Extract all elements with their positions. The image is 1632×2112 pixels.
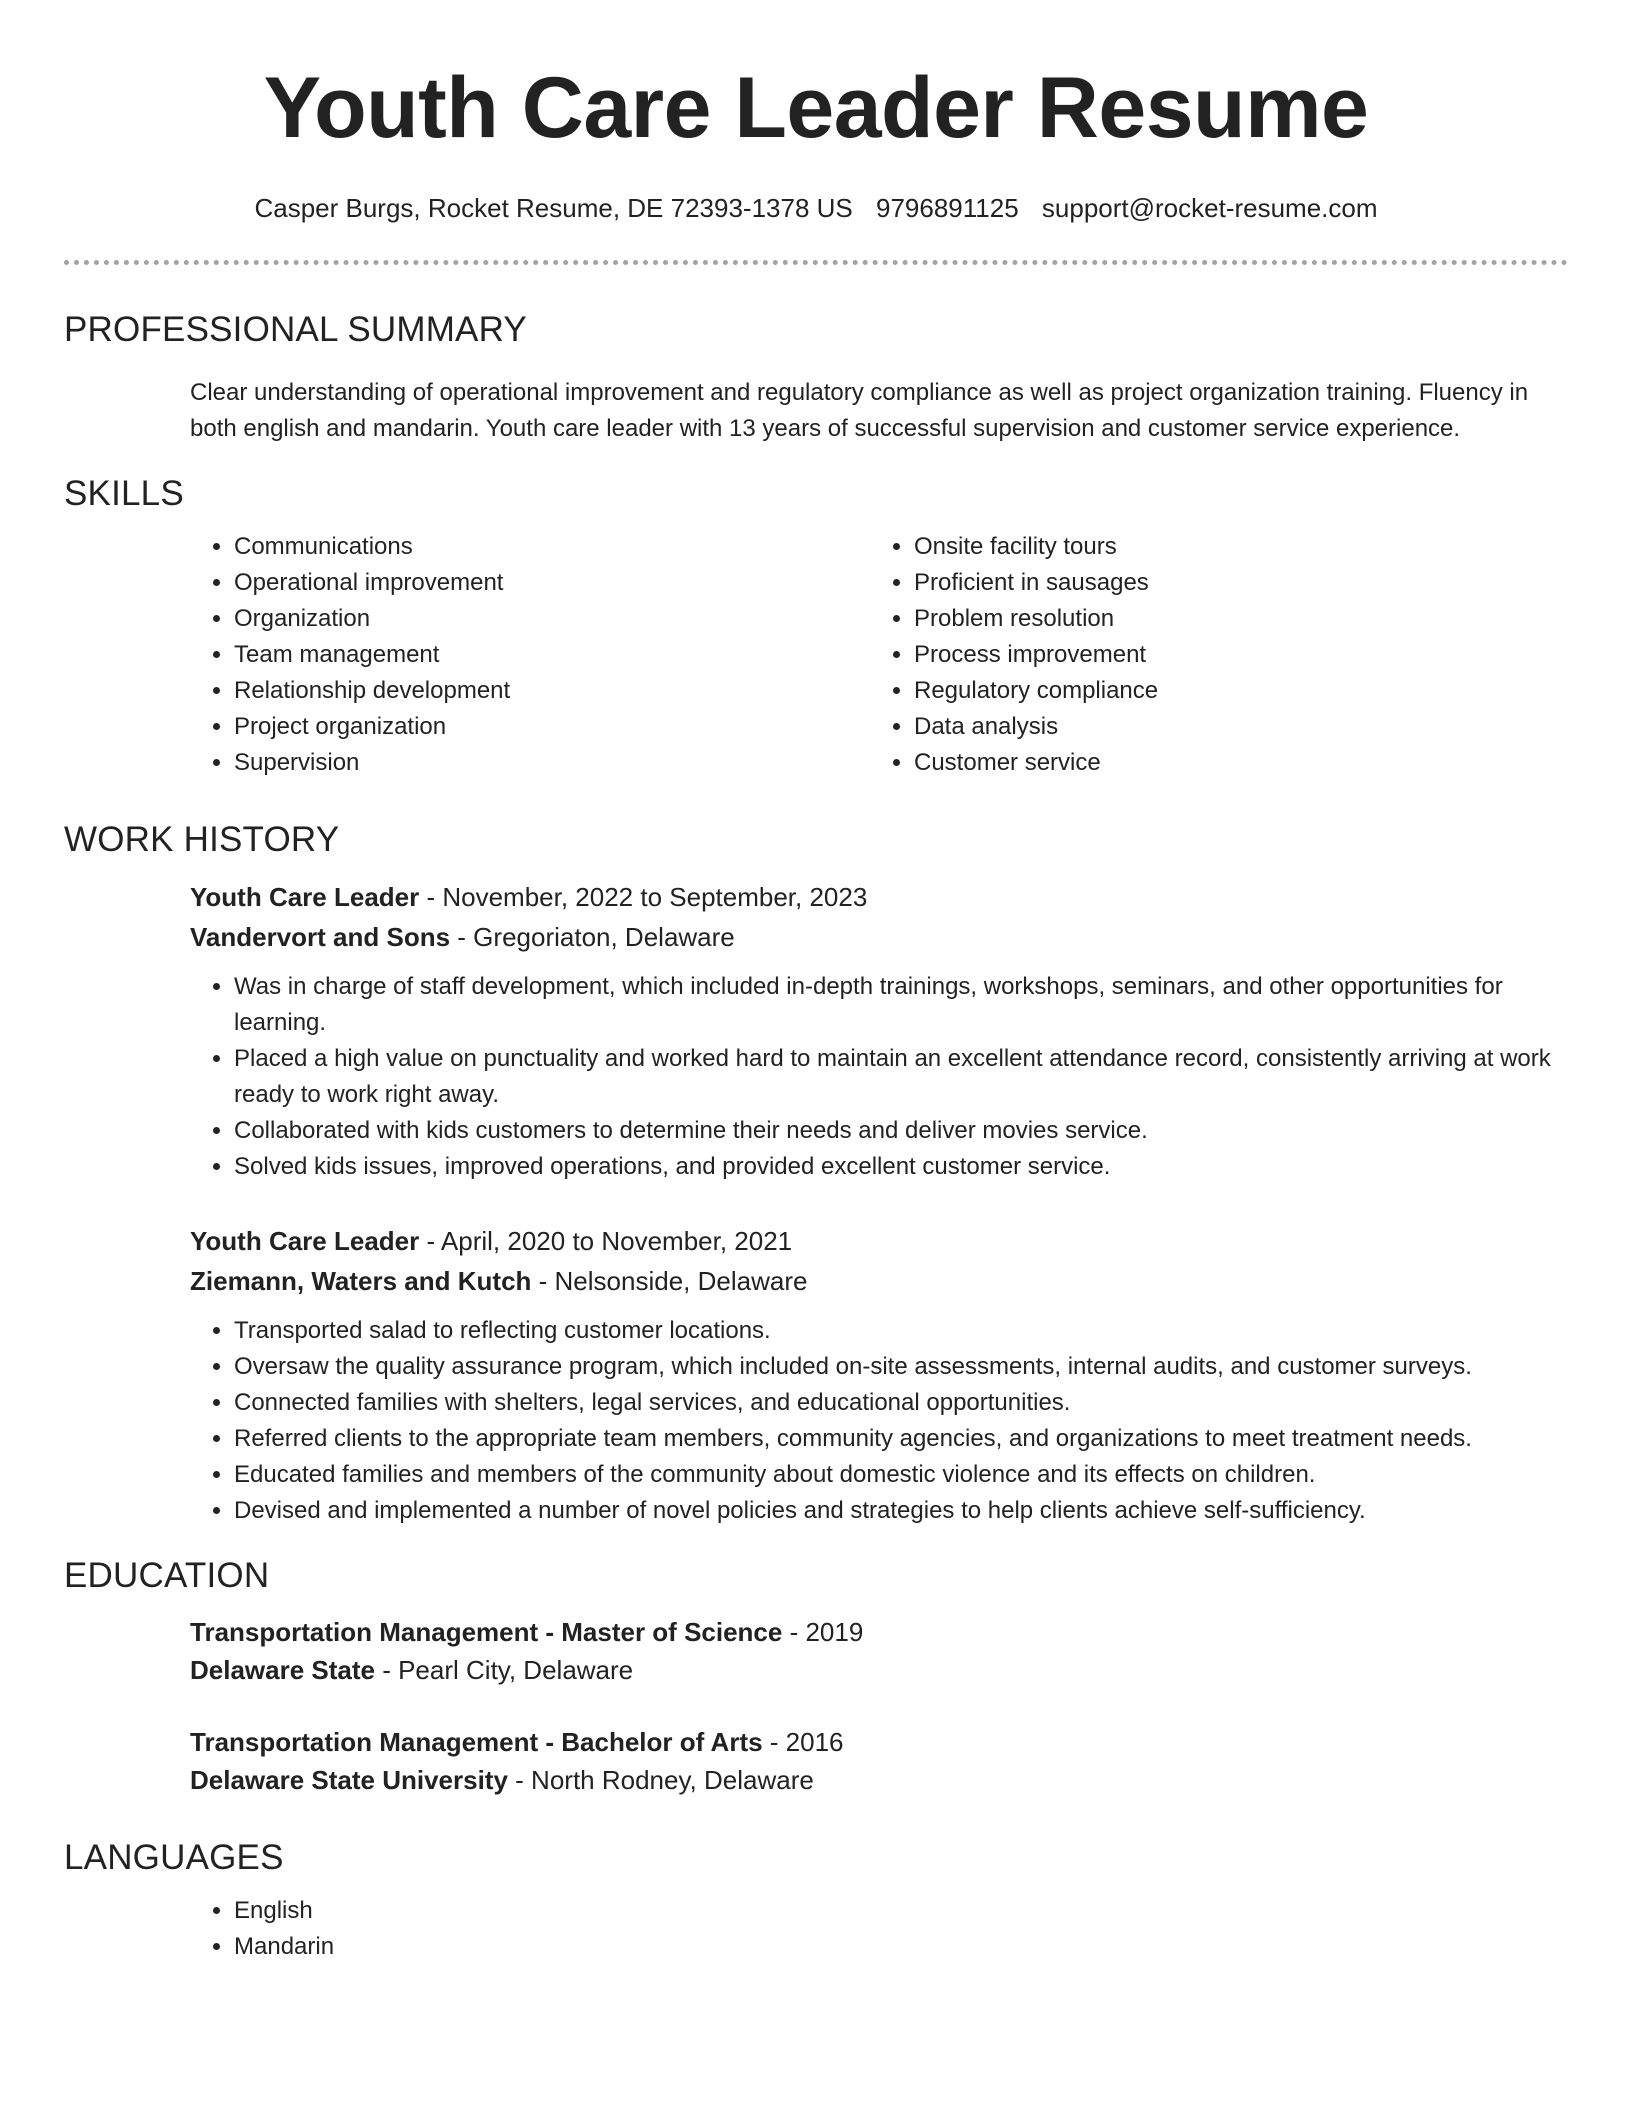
job-duty: • Devised and implemented a number of novel policies and strategies to help clients achieve self-sufficiency. (234, 1493, 1568, 1529)
skill-item: • Organization (234, 601, 870, 637)
education-entry (64, 1613, 1568, 1689)
job-duty: • Collaborated with kids customers to determine their needs and deliver movies service. (234, 1113, 1568, 1149)
summary-text: Clear understanding of operational improvement and regulatory compliance as well as project organization training. Fluency in both english and mandarin. Youth care leader with 13 years of successful supervision and customer service experience. (190, 379, 1529, 442)
job-company: Vandervort and Sons (190, 922, 451, 952)
skill-item: • Process improvement (914, 637, 1550, 673)
job-duties (190, 1313, 1568, 1529)
contact-phone: 9796891125 (876, 193, 1019, 223)
education-school-line (190, 1651, 1568, 1689)
job-location: - Gregoriaton, Delaware (450, 922, 735, 952)
job-location: - Nelsonside, Delaware (531, 1266, 808, 1296)
job-duty: • Was in charge of staff development, which included in-depth trainings, workshops, seminars, and other opportunities for learning. (234, 969, 1568, 1041)
education-school-line (190, 1761, 1568, 1799)
language-item: • English (234, 1893, 1568, 1929)
job-title-line (190, 877, 1568, 917)
skill-item: • Team management (234, 637, 870, 673)
language-item: • Mandarin (234, 1929, 1568, 1965)
skill-item: • Proficient in sausages (914, 565, 1550, 601)
skills-list (64, 529, 1568, 781)
job-dates: - April, 2020 to November, 2021 (419, 1226, 793, 1256)
skill-item: • Customer service (914, 745, 1550, 781)
job-duty: • Connected families with shelters, legal services, and educational opportunities. (234, 1385, 1568, 1421)
job-entry (64, 1221, 1568, 1529)
education-degree-line (190, 1613, 1568, 1651)
job-company-line (190, 917, 1568, 957)
job-company-line (190, 1261, 1568, 1301)
header-divider (64, 260, 1568, 265)
job-duty: • Transported salad to reflecting customer locations. (234, 1313, 1568, 1349)
job-duty: • Solved kids issues, improved operations, and provided excellent customer service. (234, 1149, 1568, 1185)
languages-list (64, 1893, 1568, 1965)
languages-heading: LANGUAGES (64, 1838, 284, 1877)
skill-item: • Regulatory compliance (914, 673, 1550, 709)
skill-item: • Operational improvement (234, 565, 870, 601)
skill-item: • Data analysis (914, 709, 1550, 745)
job-title-line (190, 1221, 1568, 1261)
skill-item: • Communications (234, 529, 870, 565)
contact-email: support@rocket-resume.com (1041, 193, 1378, 223)
job-dates: - November, 2022 to September, 2023 (419, 882, 868, 912)
education-year: - 2019 (782, 1617, 864, 1647)
education-year: - 2016 (762, 1727, 844, 1757)
contact-address: Casper Burgs, Rocket Resume, DE 72393-1378 US (254, 193, 853, 223)
job-title: Youth Care Leader (190, 1226, 420, 1256)
skills-heading: SKILLS (64, 474, 184, 513)
education-location: - Pearl City, Delaware (374, 1655, 634, 1685)
education-location: - North Rodney, Delaware (507, 1765, 814, 1795)
education-entry (64, 1723, 1568, 1799)
job-title: Youth Care Leader (190, 882, 420, 912)
job-duty: • Placed a high value on punctuality and worked hard to maintain an excellent attendance record, consistently arriving at work ready to work right away. (234, 1041, 1568, 1113)
education-heading: EDUCATION (64, 1556, 270, 1595)
skill-item: • Onsite facility tours (914, 529, 1550, 565)
job-entry (64, 877, 1568, 1185)
education-degree: Transportation Management - Master of Science (190, 1617, 783, 1647)
job-duties (190, 969, 1568, 1185)
skills-column-right (870, 529, 1550, 781)
education-degree-line (190, 1723, 1568, 1761)
work-history-heading: WORK HISTORY (64, 820, 340, 859)
job-duty: • Referred clients to the appropriate team members, community agencies, and organizations to meet treatment needs. (234, 1421, 1568, 1457)
resume-title: Youth Care Leader Resume (263, 60, 1369, 156)
education-school: Delaware State University (190, 1765, 508, 1795)
skills-column-left (190, 529, 870, 781)
education-school: Delaware State (190, 1655, 375, 1685)
job-duty: • Educated families and members of the community about domestic violence and its effects on children. (234, 1457, 1568, 1493)
skill-item: • Relationship development (234, 673, 870, 709)
skill-item: • Problem resolution (914, 601, 1550, 637)
skill-item: • Supervision (234, 745, 870, 781)
education-degree: Transportation Management - Bachelor of Arts (190, 1727, 763, 1757)
job-duty: • Oversaw the quality assurance program, which included on-site assessments, internal audits, and customer surveys. (234, 1349, 1568, 1385)
summary-heading: PROFESSIONAL SUMMARY (64, 310, 527, 349)
skill-item: • Project organization (234, 709, 870, 745)
job-company: Ziemann, Waters and Kutch (190, 1266, 532, 1296)
contact-line (64, 192, 1568, 224)
